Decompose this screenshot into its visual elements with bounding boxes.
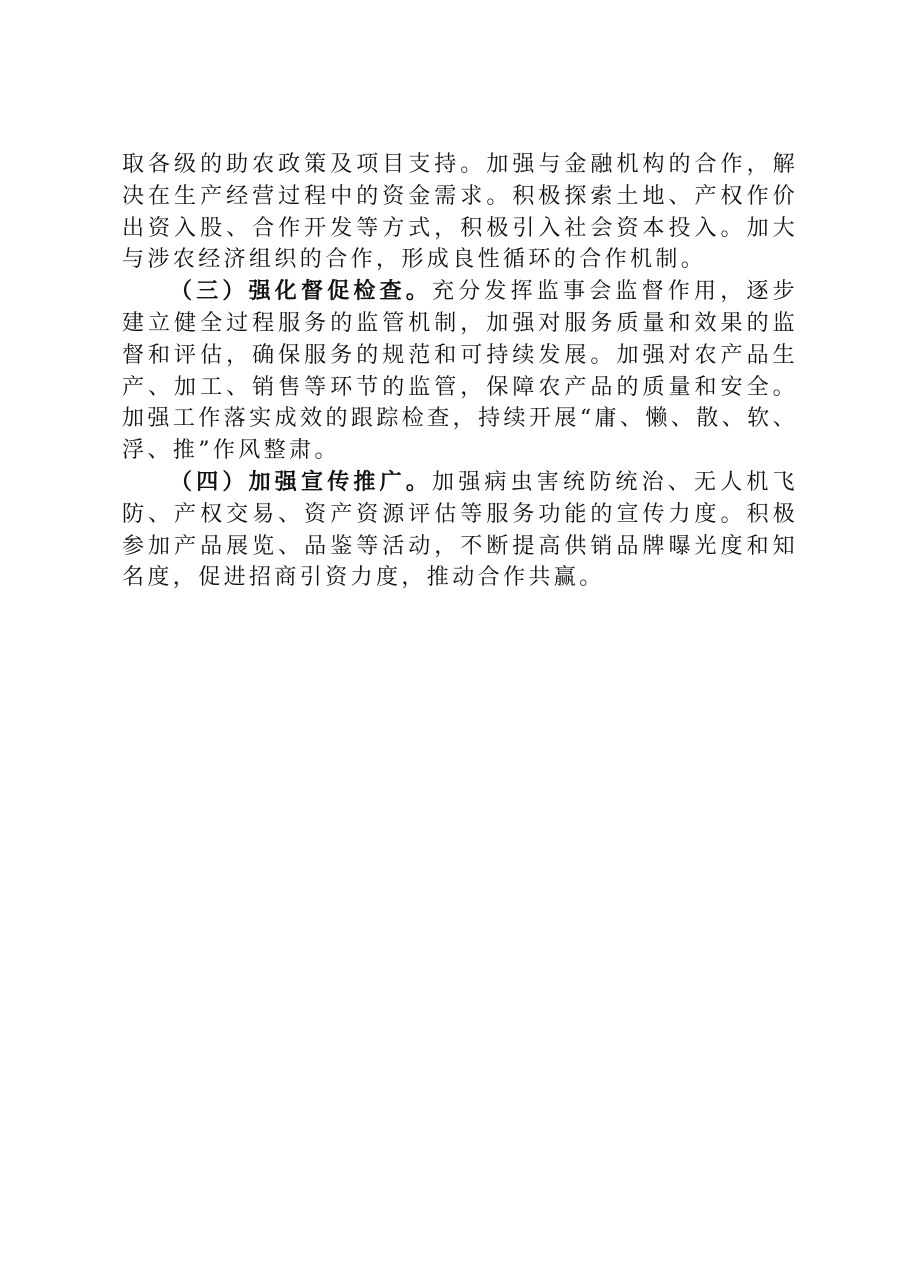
paragraph-promotion [122,467,798,594]
document-body [122,149,798,594]
section-heading-promotion: （四）加强宣传推广。 [170,468,432,495]
paragraph-text: 取各级的助农政策及项目支持。加强与金融机构的合作，解决在生产经营过程中的资金需求。积极探索土地、产权作价出资入股、合作开发等方式，积极引入社会资本投入。加大与涉农经济组织的合作，形成良性循环的合作机制。 [122,152,798,273]
section-heading-supervision: （三）强化督促检查。 [170,278,432,305]
paragraph-supervision [122,276,798,467]
paragraph-text: 加强病虫害统防统治、无人机飞防、产权交易、资产资源评估等服务功能的宣传力度。积极参加产品展览、品鉴等活动，不断提高供销品牌曝光度和知名度，促进招商引资力度，推动合作共赢。 [122,469,798,591]
paragraph-text: 充分发挥监事会监督作用，逐步建立健全过程服务的监管机制，加强对服务质量和效果的监督和评估，确保服务的规范和可持续发展。加强对农产品生产、加工、销售等环节的监管，保障农产品的质量和安全。加强工作落实成效的跟踪检查，持续开展“庸、懒、散、软、浮、推”作风整肃。 [122,279,798,464]
paragraph-continuation [122,149,798,276]
